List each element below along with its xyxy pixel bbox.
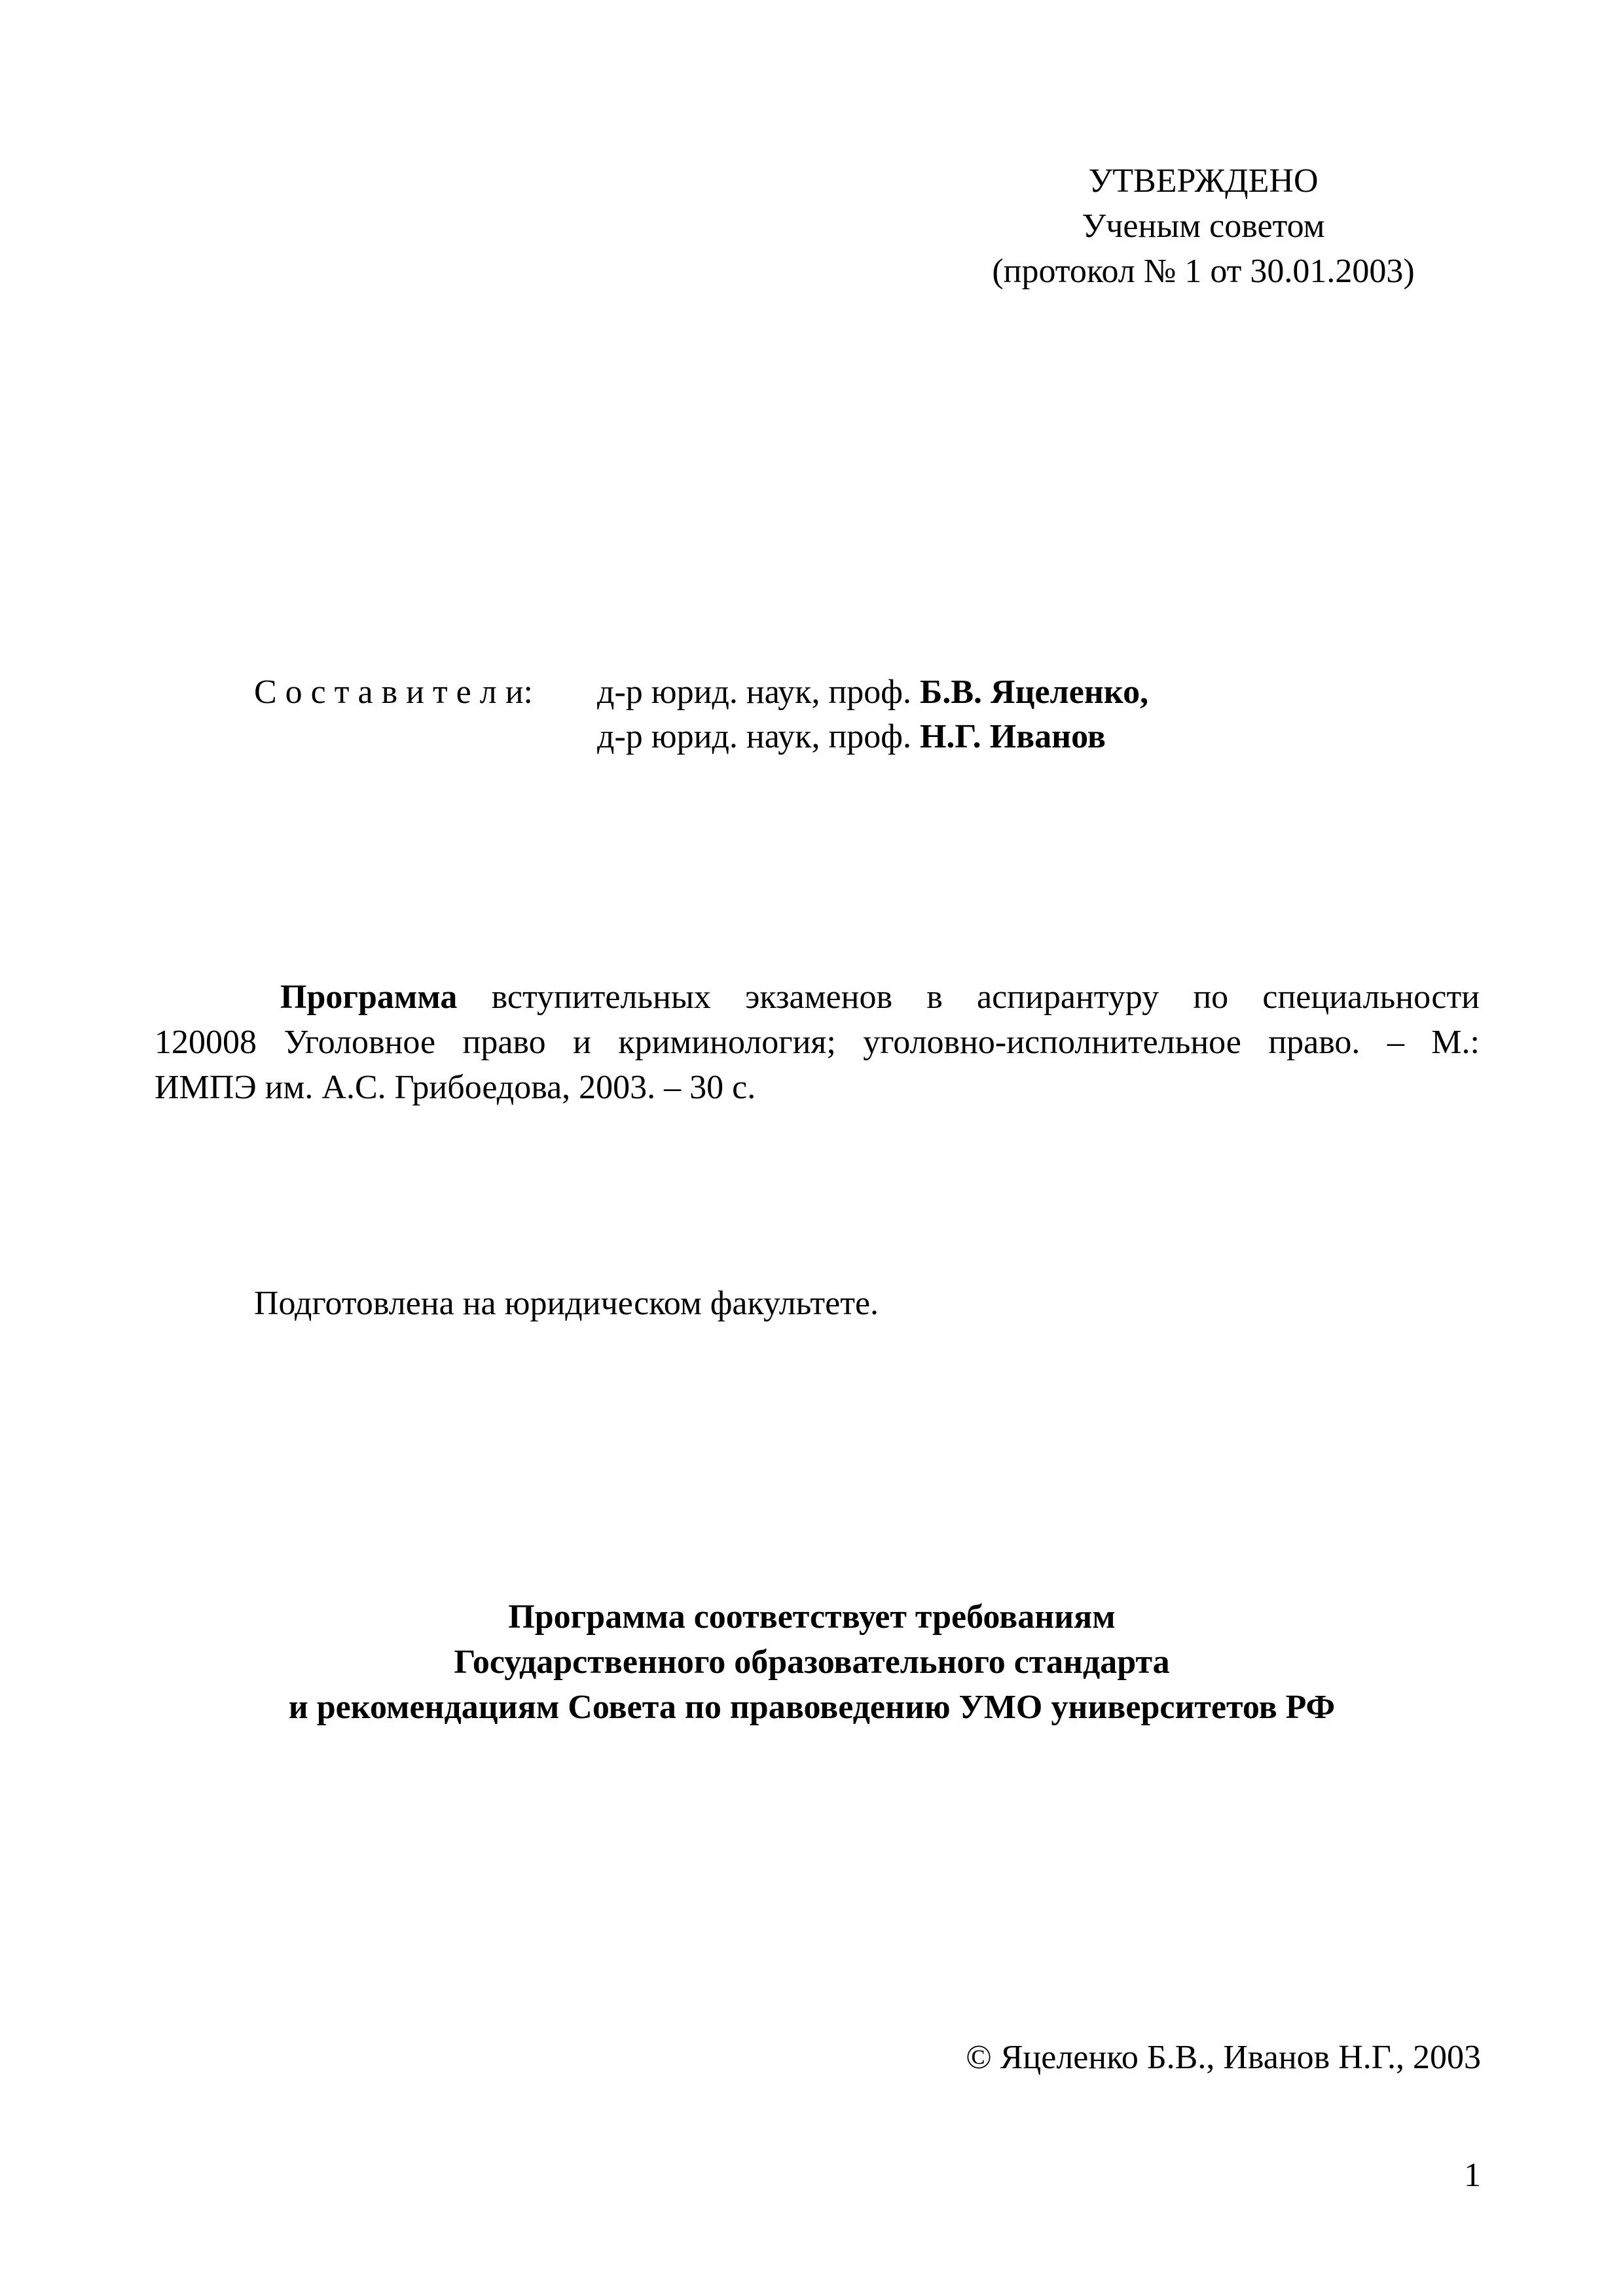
compliance-line-1: Программа соответствует требованиям (508, 1598, 1116, 1636)
compiler-name: Н.Г. Иванов (919, 718, 1106, 755)
copyright: © Яцеленко Б.В., Иванов Н.Г., 2003 (966, 2039, 1481, 2076)
approval-title: УТВЕРЖДЕНО (1088, 162, 1319, 200)
compiler-line (597, 720, 1106, 754)
compliance-line-3: и рекомендациям Совета по правоведению УМО университетов РФ (288, 1689, 1336, 1726)
compiler-degree: д-р юрид. наук, проф. (597, 673, 911, 711)
program-line-1-text: вступительных экзаменов в аспирантуру по специальности (491, 978, 1480, 1016)
approval-body: Ученым советом (1082, 207, 1325, 245)
compiler-name: Б.В. Яцеленко, (919, 673, 1149, 711)
compliance-line-2: Государственного образовательного стандарта (454, 1643, 1170, 1681)
compilers-label: С о с т а в и т е л и: (254, 673, 533, 711)
program-line-2: 120008 Уголовное право и криминология; уголовно-исполнительное право. – М.: (155, 1024, 1480, 1061)
program-line-1 (280, 980, 1480, 1014)
compiler-line (597, 675, 1148, 709)
approval-protocol: (протокол № 1 от 30.01.2003) (992, 253, 1415, 290)
program-line-3: ИМПЭ им. А.С. Грибоедова, 2003. – 30 с. (155, 1069, 756, 1106)
program-lead: Программа (280, 978, 458, 1016)
page-number: 1 (1464, 2157, 1481, 2194)
prepared-note: Подготовлена на юридическом факультете. (254, 1285, 879, 1322)
compiler-degree: д-р юрид. наук, проф. (597, 718, 911, 755)
